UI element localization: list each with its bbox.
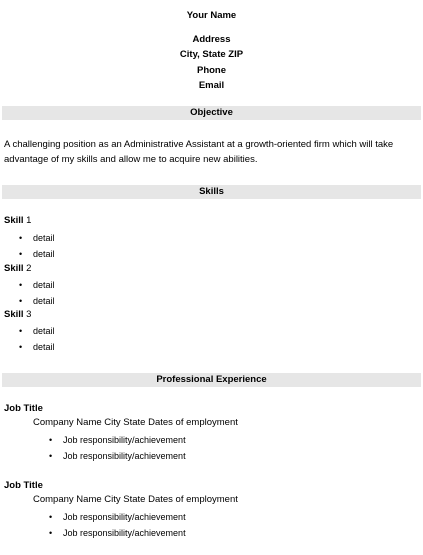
experience-heading: Professional Experience xyxy=(2,373,421,387)
objective-heading: Objective xyxy=(2,106,421,120)
name: Your Name xyxy=(186,10,237,21)
list-item: • detail xyxy=(19,233,55,243)
skill-group-2 xyxy=(4,263,31,274)
list-item: • Job responsibility/achievement xyxy=(49,512,186,522)
list-item: • detail xyxy=(19,341,55,352)
skill-title: Skill 3 xyxy=(4,309,32,320)
job-title: Job Title xyxy=(4,480,43,491)
skill-group-1 xyxy=(4,215,31,226)
skill-2-details xyxy=(19,278,55,309)
list-item: • detail xyxy=(19,295,55,306)
address: Address xyxy=(192,33,231,45)
company-line: Company Name City State Dates of employment xyxy=(33,494,238,505)
job-2-items xyxy=(49,510,186,541)
job-1-items xyxy=(49,433,186,464)
job-title: Job Title xyxy=(4,403,43,414)
list-item: • Job responsibility/achievement xyxy=(49,435,186,445)
city-state-zip: City, State ZIP xyxy=(179,49,244,60)
list-item: • detail xyxy=(19,280,55,290)
resume-header xyxy=(0,8,423,94)
skill-title: Skill 2 xyxy=(4,263,32,274)
skill-title: Skill 1 xyxy=(4,215,32,226)
skill-1-details xyxy=(19,231,55,262)
skill-3-details xyxy=(19,324,55,355)
company-line: Company Name City State Dates of employment xyxy=(33,417,238,428)
skill-group-3 xyxy=(4,309,31,320)
email: Email xyxy=(198,80,225,91)
skills-heading: Skills xyxy=(2,185,421,199)
phone: Phone xyxy=(196,64,227,76)
list-item: • Job responsibility/achievement xyxy=(49,527,186,538)
objective-text: A challenging position as an Administrative Assistant at a growth-oriented firm which will take advantage of my skills and allow me to acquire new abilities. xyxy=(4,139,394,165)
list-item: • detail xyxy=(19,248,55,259)
list-item: • Job responsibility/achievement xyxy=(49,450,186,461)
list-item: • detail xyxy=(19,326,55,336)
